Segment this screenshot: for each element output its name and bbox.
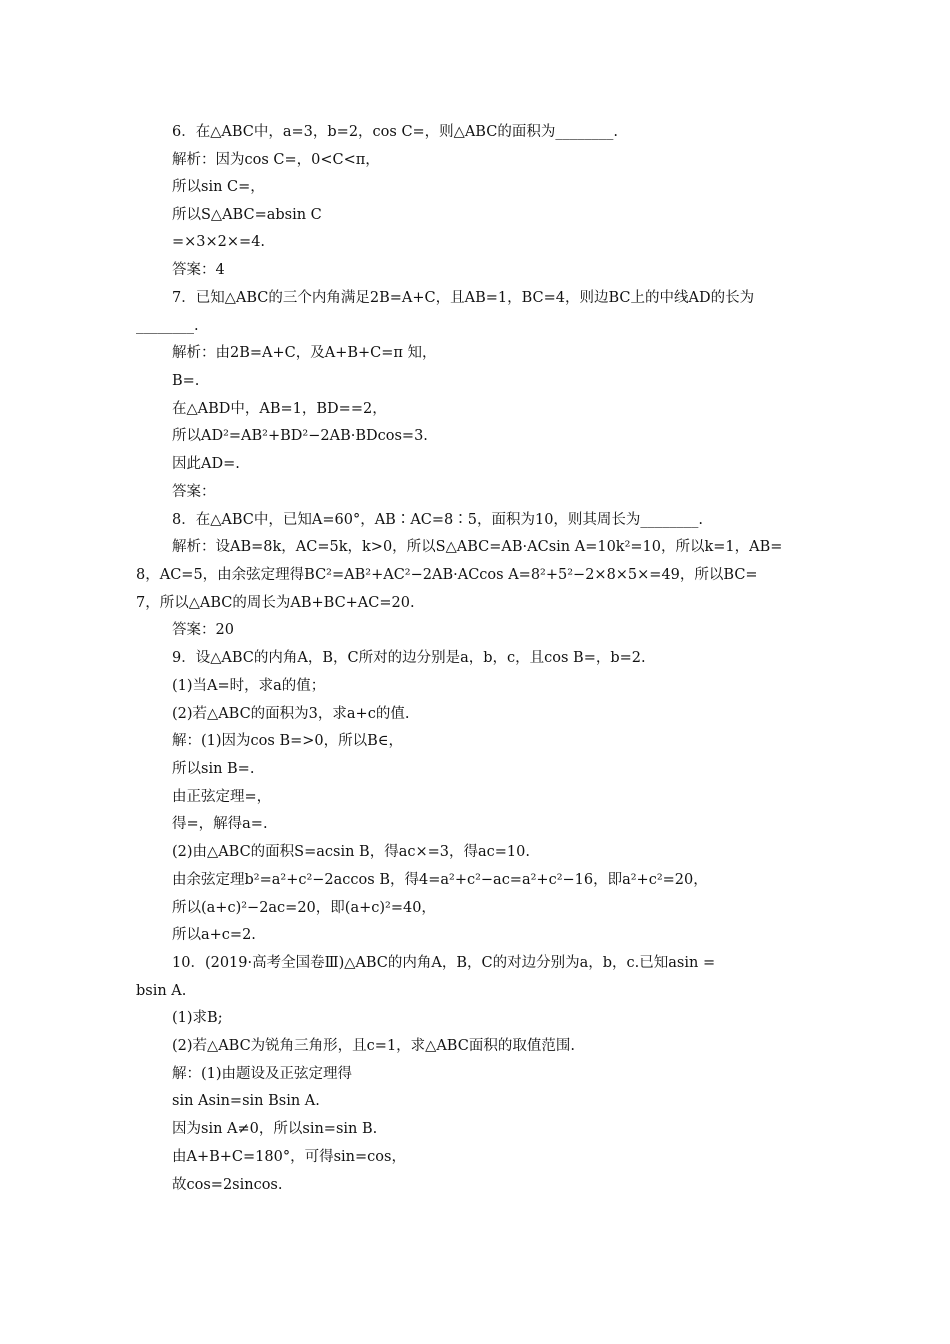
q9-part2: (2)若△ABC的面积为3，求a+c的值.: [172, 706, 410, 722]
q6-step: 所以S△ABC=absin C: [172, 207, 322, 223]
q9-step: 得=，解得a=.: [172, 816, 268, 832]
q8-stem: 8．在△ABC中，已知A=60°，AB∶AC=8∶5，面积为10，则其周长为________.: [172, 512, 704, 528]
q10-stem-cont: bsin A.: [136, 983, 187, 999]
q9-step: 所以a+c=2.: [172, 927, 256, 943]
q6-analysis: 解析：因为cos C=，0<C<π，: [172, 152, 380, 168]
q7-step: 所以AD²=AB²+BD²−2AB·BDcos=3.: [172, 428, 428, 444]
q9-step: 所以sin B=.: [172, 761, 255, 777]
q10-part1: (1)求B;: [172, 1010, 223, 1026]
q8-answer: 答案：20: [172, 622, 234, 638]
q7-stem-blank: ________.: [136, 318, 199, 334]
q10-step: sin Asin=sin Bsin A.: [172, 1093, 320, 1109]
q9-step: 由正弦定理=，: [172, 789, 272, 805]
q10-stem: 10．(2019·高考全国卷Ⅲ)△ABC的内角A，B，C的对边分别为a，b，c.已知asin =: [172, 955, 716, 971]
q10-part2: (2)若△ABC为锐角三角形，且c=1，求△ABC面积的取值范围.: [172, 1038, 575, 1054]
q10-step: 因为sin A≠0，所以sin=sin B.: [172, 1121, 378, 1137]
q7-stem: 7．已知△ABC的三个内角满足2B=A+C，且AB=1，BC=4，则边BC上的中线AD的长为: [172, 290, 755, 306]
q6-stem: 6．在△ABC中，a=3，b=2，cos C=，则△ABC的面积为________.: [172, 124, 618, 140]
q7-step: B=.: [172, 373, 200, 389]
q9-part1: (1)当A=时，求a的值；: [172, 678, 326, 694]
q7-answer: 答案：: [172, 484, 216, 500]
q9-step: 由余弦定理b²=a²+c²−2accos B，得4=a²+c²−ac=a²+c²−16，即a²+c²=20，: [172, 872, 708, 888]
q8-analysis-cont: 8，AC=5，由余弦定理得BC²=AB²+AC²−2AB·ACcos A=8²+5²−2×8×5×=49，所以BC=: [136, 567, 758, 583]
q9-step: 所以(a+c)²−2ac=20，即(a+c)²=40，: [172, 900, 436, 916]
q10-step: 故cos=2sincos.: [172, 1177, 283, 1193]
q9-stem: 9．设△ABC的内角A，B，C所对的边分别是a，b，c，且cos B=，b=2.: [172, 650, 646, 666]
q8-analysis: 解析：设AB=8k，AC=5k，k>0，所以S△ABC=AB·ACsin A=10k²=10，所以k=1，AB=: [172, 539, 783, 555]
q6-step: 所以sin C=，: [172, 179, 265, 195]
q7-step: 因此AD=.: [172, 456, 240, 472]
q7-analysis: 解析：由2B=A+C，及A+B+C=π 知，: [172, 345, 437, 361]
q6-step: =×3×2×=4.: [172, 234, 266, 250]
q6-answer: 答案：4: [172, 262, 225, 278]
q10-solution: 解：(1)由题设及正弦定理得: [172, 1066, 353, 1082]
q9-step: (2)由△ABC的面积S=acsin B，得ac×=3，得ac=10.: [172, 844, 530, 860]
q7-step: 在△ABD中，AB=1，BD==2，: [172, 401, 387, 417]
q9-solution: 解：(1)因为cos B=>0，所以B∈，: [172, 733, 404, 749]
q8-analysis-cont: 7，所以△ABC的周长为AB+BC+AC=20.: [136, 595, 415, 611]
q10-step: 由A+B+C=180°，可得sin=cos，: [172, 1149, 406, 1165]
